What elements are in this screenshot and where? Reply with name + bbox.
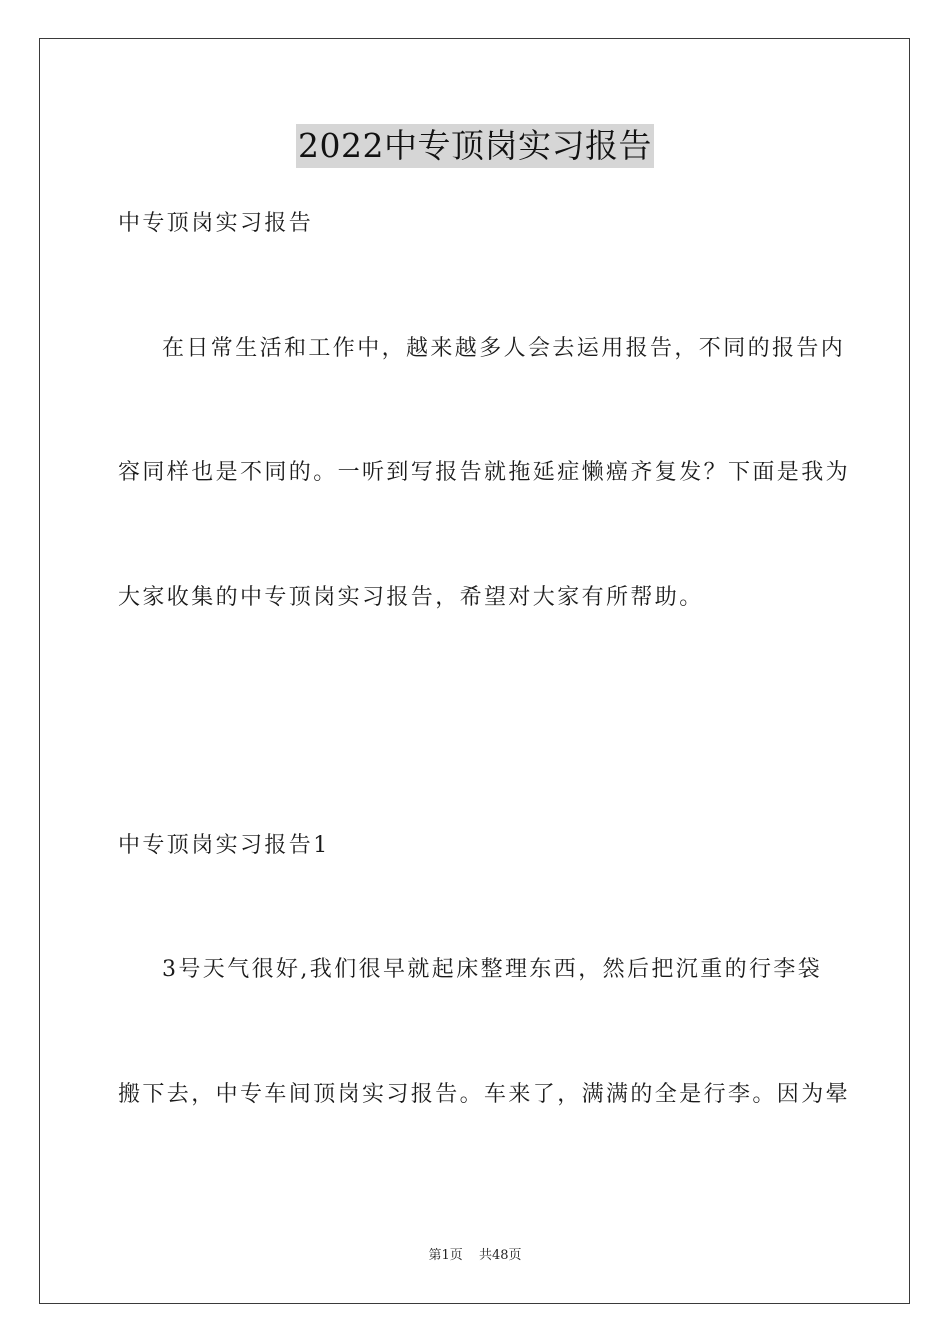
- page-number: 第1页: [428, 1248, 463, 1263]
- intro-line-2: 容同样也是不同的。一听到写报告就拖延症懒癌齐复发？下面是我为: [118, 460, 851, 485]
- document-subtitle: 中专顶岗实习报告: [118, 211, 314, 236]
- section-line-1: 3号天气很好,我们很早就起床整理东西，然后把沉重的行李袋: [162, 957, 823, 982]
- page-total: 共48页: [478, 1248, 522, 1263]
- title-container: [0, 124, 950, 168]
- intro-line-3: 大家收集的中专顶岗实习报告，希望对大家有所帮助。: [118, 585, 704, 610]
- section-heading: 中专顶岗实习报告1: [118, 833, 330, 858]
- page-footer: [0, 1247, 950, 1265]
- intro-line-1: 在日常生活和工作中，越来越多人会去运用报告，不同的报告内: [162, 336, 846, 361]
- section-line-2: 搬下去，中专车间顶岗实习报告。车来了，满满的全是行李。因为晕: [118, 1082, 851, 1107]
- document-title: 2022中专顶岗实习报告: [296, 124, 654, 168]
